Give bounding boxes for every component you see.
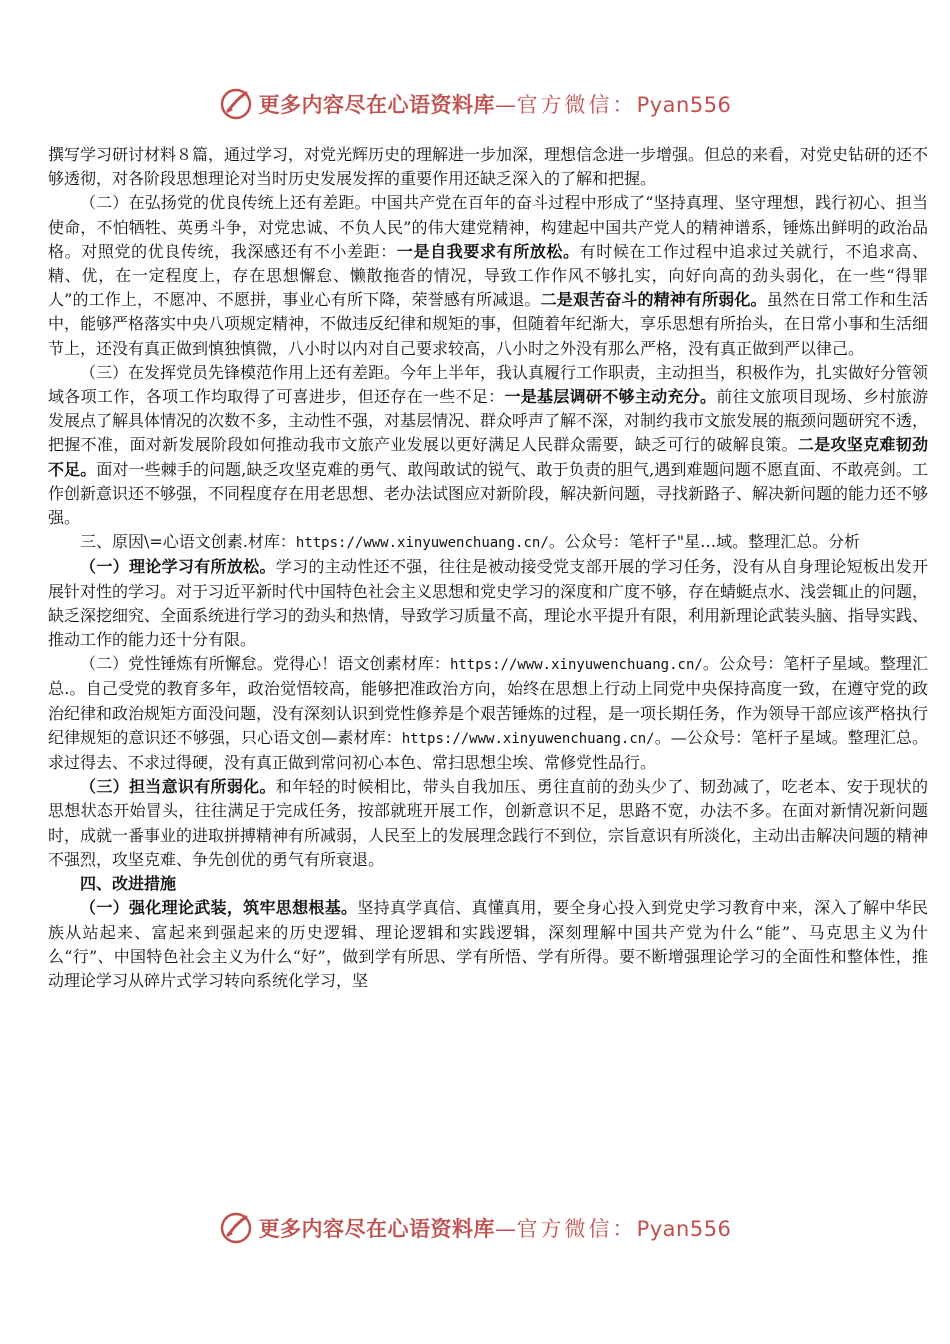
paragraph-theory-armament [48,896,928,993]
paragraph-cause-heading [48,530,928,555]
bold-heading: （一）强化理论武装，筑牢思想根基。 [80,898,358,918]
paragraph-text: 面对一些棘手的问题,缺乏攻坚克难的勇气、敢闯敢试的锐气、敢于负责的胆气,遇到难题问题不愿直面、不敢亮剑。工作创新意识还不够强，不同程度存在用老思想、老办法试图应对新阶段，解决新问题，寻找新路子、解决新问题的能力还不够强。 [48,459,929,528]
paragraph-intro: 撰写学习研讨材料８篇，通过学习，对党光辉历史的理解进一步加深，理想信念进一步增强。但总的来看，对党史钻研的还不够透彻，对各阶段思想理论对当时历史发展发挥的重要作用还缺乏深入的了解和把握。 [48,145,929,189]
bold-heading: （三）担当意识有所弱化。 [80,777,276,797]
banner-site-name: 更多内容尽在心语资料库 [258,1217,496,1241]
paragraph-text: （三）在发挥党员先锋模范作用上还有差距。今年上半年，我认真履行工作职责，主动担当，积极作为，扎实做好分管领域各项工作，各项工作均取得了可喜进步，但还存在一些不足： [48,362,929,407]
banner-wechat-label: 官方微信： [516,1217,637,1241]
url-link[interactable]: https://www.xinyuwenchuang.cn/ [449,657,703,674]
paragraph-responsibility [48,775,928,872]
bold-point: 一是基层调研不够主动充分。 [504,387,717,407]
paragraph-text: 三、原因\=心语文创素.材库： [80,532,296,552]
paragraph-text: 有时候在工作过程中追求过关就行，不追求高、精、优，在一定程度上，存在思想懈怠、懒散拖沓的情况，导致工作作风不够扎实，向好向高的劲头弱化，在一些“得罪人”的工作上，不愿冲、不愿拼，事业心有所下降，荣誉感有所减退。 [48,241,928,310]
banner-text [259,1213,732,1243]
banner-text [259,89,732,119]
banner-site-name: 更多内容尽在心语资料库 [258,93,496,117]
banner-separator: — [495,93,517,117]
bold-heading: （一）理论学习有所放松。 [80,557,276,577]
paragraph-text: 虽然在日常工作和生活中，能够严格落实中央八项规定精神，不做违反纪律和规矩的事，但随着年纪渐大，享乐思想有所抬头，在日常小事和生活细节上，还没有真正做到慎独慎微，八小时以内对自己要求较高，八小时之外没有那么严格，没有真正做到严以律己。 [48,290,929,358]
section-heading: 四、改进措施 [80,874,177,894]
url-link[interactable]: https://www.xinyuwenchuang.cn/ [295,535,549,552]
paragraph-theory-study [48,555,928,652]
paragraph-text: 学习的主动性还不强，往往是被动接受党支部开展的学习任务，没有从自身理论短板出发开展针对性的学习。对于习近平新时代中国特色社会主义思想和党史学习的深度和广度不够，存在蜻蜓点水、浅尝辄止的问题，缺乏深挖细究、全面系统进行学习的劲头和热情，导致学习质量不高，理论水平提升有限，利用新理论武装头脑、指导实践、推动工作的能力还十分有限。 [48,557,929,650]
paragraph-text: 。公众号：笔杆子星域。整理汇总.。自己受党的教育多年，政治觉悟较高，能够把准政治方向，始终在思想上行动上同党中央保持高度一致，在遵守党的政治纪律和政治规矩方面没问题，没有深刻认识到党性修养是个艰苦锤炼的过程，是一项长期任务，作为领导干部应该严格执行纪律规矩的意识还不够强，只心语文创—素材库： [48,654,929,747]
url-link[interactable]: https://www.xinyuwenchuang.cn/ [401,730,655,747]
paragraph-vanguard-gap [48,361,928,530]
paragraph-text: 坚持真学真信、真懂真用，要全身心投入到党史学习教育中来，深入了解中华民族从站起来、富起来到强起来的历史逻辑、理论逻辑和实践逻辑，深刻理解中国共产党为什么“能”、马克思主义为什么“行”、中国特色社会主义为什么“好”，做到学有所思、学有所悟、学有所得。要不断增强理论学习的全面性和整体性，推动理论学习从碎片式学习转向系统化学习，坚 [48,898,928,990]
paragraph-text: 和年轻的时候相比，带头自我加压、勇往直前的劲头少了、韧劲减了，吃老本、安于现状的思想状态开始冒头，往往满足于完成任务，按部就班开展工作，创新意识不足，思路不宽，办法不多。在面对新情况新问题时，成就一番事业的进取拼搏精神有所减弱，人民至上的发展理念践行不到位，宗旨意识有所淡化，主动出击解决问题的精神不强烈，攻坚克难、争先创优的勇气有所衰退。 [48,777,929,869]
bold-point: 一是自我要求有所放松。 [396,241,580,261]
section-heading-improvements [48,872,928,896]
banner-separator: — [495,1217,517,1241]
bold-point: 二是艰苦奋斗的精神有所弱化。 [540,290,767,310]
brush-logo-icon [219,87,253,121]
banner-wechat-id: Pyan556 [636,93,732,117]
banner-wechat-id: Pyan556 [636,1217,732,1241]
paragraph-text: 。—公众号：笔杆子星域。整理汇总。求过得去、不求过得硬，没有真正做到常问初心本色、常扫思想尘埃、常修党性品行。 [48,727,928,773]
banner-wechat-label: 官方微信： [516,93,637,117]
document-body [48,143,928,993]
bold-point: 二是攻坚克难韧劲不足。 [48,435,928,479]
brush-logo-icon [219,1211,253,1245]
paragraph-text: （二）在弘扬党的优良传统上还有差距。中国共产党在百年的奋斗过程中形成了“坚持真理、坚守理想，践行初心、担当使命，不怕牺牲、英勇斗争，对党忠诚、不负人民”的伟大建党精神，构建起中国共产党人的精神谱系，锤炼出鲜明的政治品格。对照党的优良传统，我深感还有不小差距： [48,193,928,261]
paragraph-text: 前往文旅项目现场、乡村旅游发展点了解具体情况的次数不多，主动性不强，对基层情况、群众呼声了解不深，对制约我市文旅发展的瓶颈问题研究不透，把握不准，面对新发展阶段如何推动我市文旅产业发展以更好满足人民群众需要，缺乏可行的破解良策。 [48,387,929,455]
paragraph-tradition-gap [48,191,928,360]
paragraph-text: （二）党性锤炼有所懈怠。党得心！语文创素材库： [80,654,450,674]
footer-banner [0,1208,950,1248]
paragraph-text: 。公众号：笔杆子"星…域。整理汇总。分析 [548,532,861,552]
header-banner [0,84,950,124]
paragraph-party-spirit [48,652,928,775]
